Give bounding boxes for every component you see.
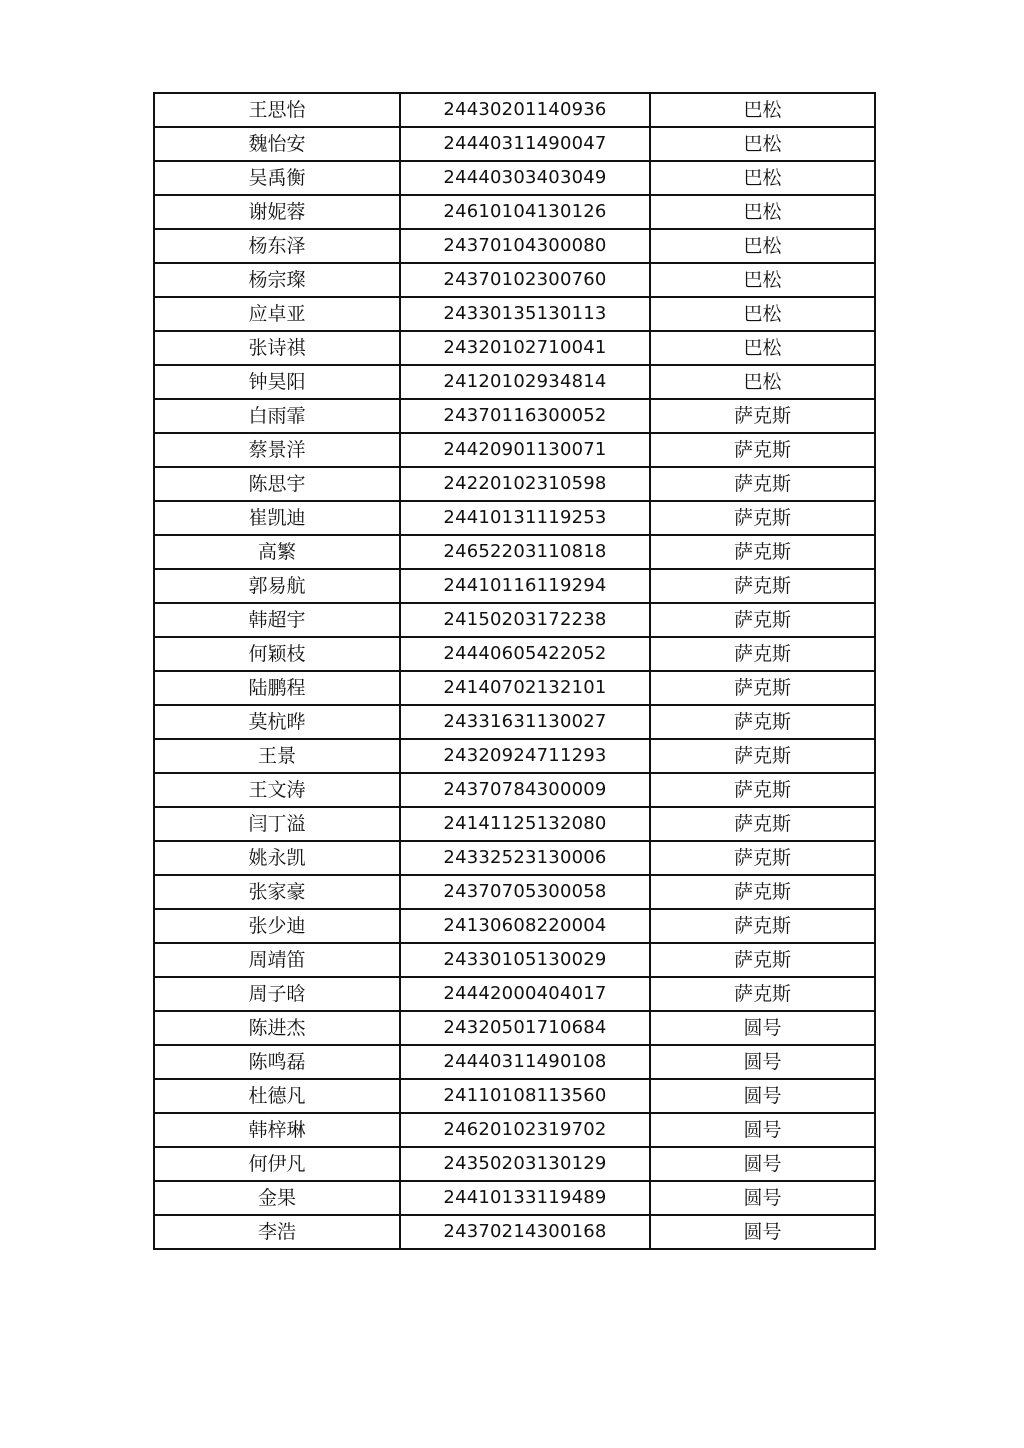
student-name-cell: 张少迪	[154, 909, 400, 943]
student-name-cell: 周靖笛	[154, 943, 400, 977]
table-row	[154, 161, 875, 195]
exam-id-cell: 24320501710684	[400, 1011, 650, 1045]
exam-id-cell: 24370102300760	[400, 263, 650, 297]
table-row	[154, 1079, 875, 1113]
instrument-cell: 圆号	[650, 1181, 875, 1215]
exam-id-cell: 24410116119294	[400, 569, 650, 603]
instrument-cell: 巴松	[650, 365, 875, 399]
student-name-cell: 谢妮蓉	[154, 195, 400, 229]
instrument-cell: 萨克斯	[650, 433, 875, 467]
instrument-cell: 萨克斯	[650, 569, 875, 603]
roster-table-body	[154, 93, 875, 1249]
exam-id-cell: 24370784300009	[400, 773, 650, 807]
instrument-cell: 巴松	[650, 263, 875, 297]
student-name-cell: 何颖枝	[154, 637, 400, 671]
table-row	[154, 399, 875, 433]
instrument-cell: 萨克斯	[650, 773, 875, 807]
table-row	[154, 739, 875, 773]
exam-id-cell: 24320102710041	[400, 331, 650, 365]
instrument-cell: 萨克斯	[650, 467, 875, 501]
student-name-cell: 王文涛	[154, 773, 400, 807]
instrument-cell: 圆号	[650, 1045, 875, 1079]
exam-id-cell: 24330105130029	[400, 943, 650, 977]
table-row	[154, 909, 875, 943]
student-name-cell: 杨宗璨	[154, 263, 400, 297]
exam-id-cell: 24370214300168	[400, 1215, 650, 1249]
table-row	[154, 195, 875, 229]
exam-id-cell: 24350203130129	[400, 1147, 650, 1181]
student-name-cell: 高繁	[154, 535, 400, 569]
student-name-cell: 张家豪	[154, 875, 400, 909]
student-name-cell: 应卓亚	[154, 297, 400, 331]
table-row	[154, 773, 875, 807]
table-row	[154, 297, 875, 331]
table-row	[154, 263, 875, 297]
instrument-cell: 萨克斯	[650, 739, 875, 773]
student-name-cell: 陈鸣磊	[154, 1045, 400, 1079]
student-name-cell: 杨东泽	[154, 229, 400, 263]
instrument-cell: 巴松	[650, 229, 875, 263]
student-name-cell: 陈进杰	[154, 1011, 400, 1045]
exam-id-cell: 24220102310598	[400, 467, 650, 501]
student-name-cell: 金果	[154, 1181, 400, 1215]
exam-id-cell: 24440303403049	[400, 161, 650, 195]
exam-id-cell: 24320924711293	[400, 739, 650, 773]
table-row	[154, 501, 875, 535]
table-row	[154, 977, 875, 1011]
table-row	[154, 705, 875, 739]
table-row	[154, 1215, 875, 1249]
exam-id-cell: 24331631130027	[400, 705, 650, 739]
table-row	[154, 1011, 875, 1045]
instrument-cell: 圆号	[650, 1079, 875, 1113]
table-row	[154, 93, 875, 127]
table-row	[154, 1147, 875, 1181]
table-row	[154, 1181, 875, 1215]
table-row	[154, 603, 875, 637]
student-name-cell: 周子晗	[154, 977, 400, 1011]
table-row	[154, 535, 875, 569]
instrument-cell: 萨克斯	[650, 705, 875, 739]
student-name-cell: 李浩	[154, 1215, 400, 1249]
roster-table	[153, 92, 876, 1250]
instrument-cell: 萨克斯	[650, 875, 875, 909]
instrument-cell: 巴松	[650, 297, 875, 331]
student-name-cell: 韩梓琳	[154, 1113, 400, 1147]
instrument-cell: 萨克斯	[650, 943, 875, 977]
instrument-cell: 萨克斯	[650, 909, 875, 943]
student-name-cell: 闫丁溢	[154, 807, 400, 841]
exam-id-cell: 24440605422052	[400, 637, 650, 671]
table-row	[154, 841, 875, 875]
student-name-cell: 姚永凯	[154, 841, 400, 875]
table-row	[154, 127, 875, 161]
instrument-cell: 萨克斯	[650, 399, 875, 433]
instrument-cell: 圆号	[650, 1147, 875, 1181]
student-name-cell: 钟昊阳	[154, 365, 400, 399]
exam-id-cell: 24110108113560	[400, 1079, 650, 1113]
instrument-cell: 圆号	[650, 1011, 875, 1045]
exam-id-cell: 24430201140936	[400, 93, 650, 127]
exam-id-cell: 24440311490108	[400, 1045, 650, 1079]
table-row	[154, 433, 875, 467]
exam-id-cell: 24130608220004	[400, 909, 650, 943]
exam-id-cell: 24420901130071	[400, 433, 650, 467]
table-row	[154, 1113, 875, 1147]
instrument-cell: 萨克斯	[650, 501, 875, 535]
table-row	[154, 1045, 875, 1079]
student-name-cell: 张诗祺	[154, 331, 400, 365]
table-row	[154, 637, 875, 671]
table-row	[154, 331, 875, 365]
student-name-cell: 陆鹏程	[154, 671, 400, 705]
instrument-cell: 萨克斯	[650, 807, 875, 841]
exam-id-cell: 24652203110818	[400, 535, 650, 569]
student-name-cell: 王思怡	[154, 93, 400, 127]
instrument-cell: 巴松	[650, 161, 875, 195]
table-row	[154, 807, 875, 841]
student-name-cell: 白雨霏	[154, 399, 400, 433]
table-row	[154, 467, 875, 501]
exam-id-cell: 24370705300058	[400, 875, 650, 909]
instrument-cell: 圆号	[650, 1113, 875, 1147]
instrument-cell: 萨克斯	[650, 671, 875, 705]
instrument-cell: 巴松	[650, 93, 875, 127]
table-row	[154, 365, 875, 399]
exam-id-cell: 24370116300052	[400, 399, 650, 433]
exam-id-cell: 24410133119489	[400, 1181, 650, 1215]
exam-id-cell: 24330135130113	[400, 297, 650, 331]
instrument-cell: 圆号	[650, 1215, 875, 1249]
student-name-cell: 陈思宇	[154, 467, 400, 501]
instrument-cell: 萨克斯	[650, 841, 875, 875]
exam-id-cell: 24141125132080	[400, 807, 650, 841]
table-row	[154, 943, 875, 977]
exam-id-cell: 24442000404017	[400, 977, 650, 1011]
student-name-cell: 崔凯迪	[154, 501, 400, 535]
instrument-cell: 巴松	[650, 331, 875, 365]
table-row	[154, 569, 875, 603]
student-name-cell: 韩超宇	[154, 603, 400, 637]
instrument-cell: 萨克斯	[650, 603, 875, 637]
exam-id-cell: 24620102319702	[400, 1113, 650, 1147]
instrument-cell: 巴松	[650, 127, 875, 161]
exam-id-cell: 24332523130006	[400, 841, 650, 875]
exam-id-cell: 24610104130126	[400, 195, 650, 229]
student-name-cell: 莫杭晔	[154, 705, 400, 739]
exam-id-cell: 24120102934814	[400, 365, 650, 399]
exam-id-cell: 24140702132101	[400, 671, 650, 705]
instrument-cell: 巴松	[650, 195, 875, 229]
table-row	[154, 875, 875, 909]
exam-id-cell: 24370104300080	[400, 229, 650, 263]
exam-id-cell: 24150203172238	[400, 603, 650, 637]
student-name-cell: 蔡景洋	[154, 433, 400, 467]
student-name-cell: 吴禹衡	[154, 161, 400, 195]
table-row	[154, 671, 875, 705]
instrument-cell: 萨克斯	[650, 535, 875, 569]
student-name-cell: 魏怡安	[154, 127, 400, 161]
exam-id-cell: 24410131119253	[400, 501, 650, 535]
instrument-cell: 萨克斯	[650, 977, 875, 1011]
table-row	[154, 229, 875, 263]
student-name-cell: 王景	[154, 739, 400, 773]
exam-id-cell: 24440311490047	[400, 127, 650, 161]
student-name-cell: 杜德凡	[154, 1079, 400, 1113]
student-name-cell: 郭易航	[154, 569, 400, 603]
student-name-cell: 何伊凡	[154, 1147, 400, 1181]
instrument-cell: 萨克斯	[650, 637, 875, 671]
